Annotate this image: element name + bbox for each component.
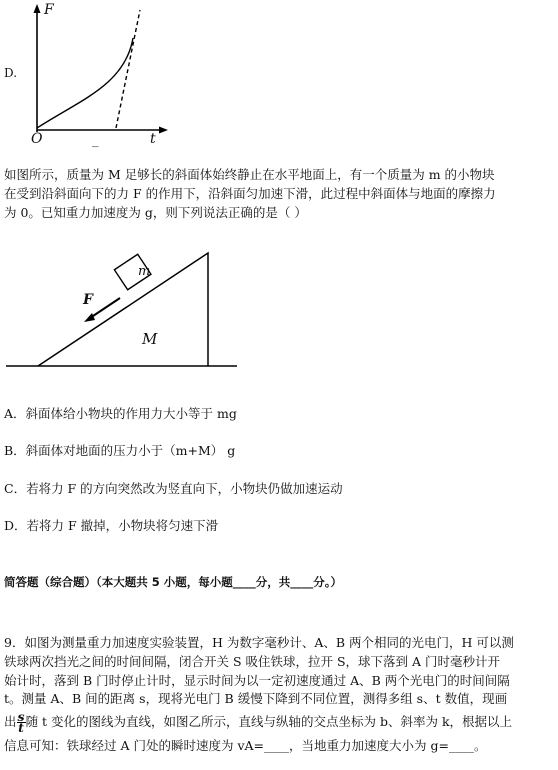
q9-line3: 始计时，落到 B 门时停止计时，显示时间为以一定初速度通过 A、B 两个光电门的时间间隔 — [4, 673, 510, 688]
section-heading: 简答题（综合题）（本大题共 5 小题，每小题____分，共____分。） — [4, 575, 343, 589]
fraction-denominator: t — [18, 720, 24, 735]
q8-line1: 如图所示，质量为 M 足够长的斜面体始终静止在水平地面上，有一个质量为 m 的小物块 — [4, 167, 495, 182]
force-curve — [37, 38, 133, 128]
y-axis-label: F — [44, 2, 54, 18]
x-axis-label: t — [150, 131, 156, 147]
q8-option-d: D．若将力 F 撤掉，小物块将匀速下滑 — [4, 518, 219, 533]
q9-line5-post: 随 t 变化的图线为直线，如图乙所示，直线与纵轴的交点坐标为 b、斜率为 k，根据以上 — [25, 714, 513, 729]
q9-line5 — [4, 709, 513, 735]
block-label: m — [138, 264, 151, 279]
incline-diagram — [0, 245, 250, 375]
q9-line5-pre: 出 — [4, 714, 17, 729]
q9-line4: t。测量 A、B 间的距离 s，现将光电门 B 缓慢下降到不同位置，测得多组 s、t 数值，现画 — [4, 691, 508, 706]
q8-line3: 为 0。已知重力加速度为 g，则下列说法正确的是（ ） — [4, 205, 307, 220]
force-label: F — [83, 292, 93, 308]
incline-label: M — [142, 330, 158, 348]
q8-line2: 在受到沿斜面向下的力 F 的作用下，沿斜面匀加速下滑，此过程中斜面体与地面的摩擦力 — [4, 186, 496, 201]
fraction-numerator: s — [17, 709, 25, 724]
origin-label: O — [31, 131, 43, 147]
q8-option-b: B．斜面体对地面的压力小于（m+M） g — [4, 443, 236, 458]
q9-line2: 铁球两次挡光之间的时间间隔，闭合开关 S 吸住铁球，拉开 S，球下落到 A 门时毫秒计开 — [4, 654, 501, 669]
q9-line1: 9．如图为测量重力加速度实验装置，H 为数字毫秒计、A、B 两个相同的光电门，H 可以测 — [4, 635, 514, 650]
force-arrowhead — [84, 313, 95, 322]
fraction — [17, 709, 26, 735]
q9-line6: 信息可知：铁球经过 A 门处的瞬时速度为 vA=____，当地重力加速度大小为 g=____。 — [4, 738, 487, 753]
q8-option-c: C．若将力 F 的方向突然改为竖直向下，小物块仍做加速运动 — [4, 481, 343, 496]
option-d-label: D. — [4, 66, 18, 80]
q8-option-a: A．斜面体给小物块的作用力大小等于 mg — [4, 406, 237, 421]
underscore-mark: _ — [92, 133, 99, 148]
force-time-graph — [20, 0, 180, 150]
x-axis-arrow — [159, 127, 168, 134]
y-axis-arrow — [34, 4, 41, 13]
